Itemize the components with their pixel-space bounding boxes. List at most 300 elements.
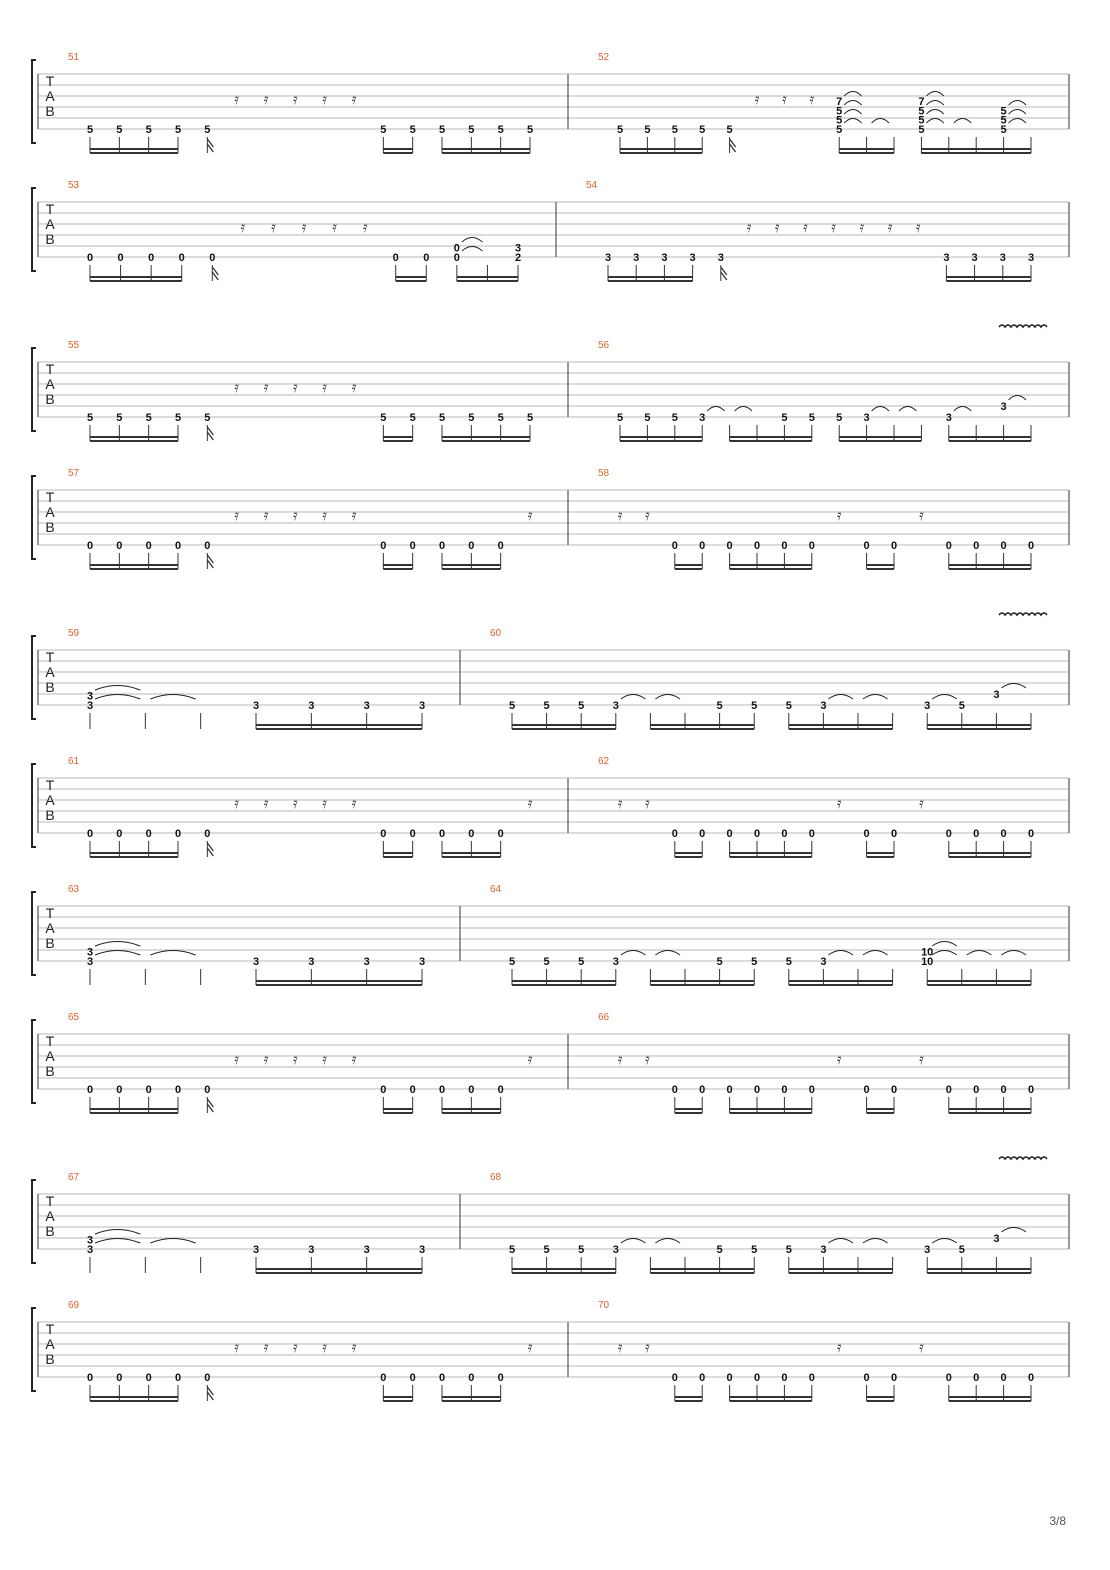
measure-number: 55 — [68, 340, 80, 351]
tie-arc — [828, 951, 853, 956]
fret-number: 0 — [468, 540, 475, 552]
fret-number: 5 — [116, 124, 123, 136]
fret-number: 5 — [644, 124, 651, 136]
fret-number: 3 — [820, 1244, 827, 1256]
fret-number: 0 — [863, 1084, 870, 1096]
fret-number: 0 — [973, 1084, 980, 1096]
sixteenth-rest: 𝄿 — [234, 1050, 239, 1068]
sixteenth-rest: 𝄿 — [809, 90, 815, 108]
measure-number: 60 — [490, 628, 502, 639]
fret-number: 0 — [409, 1084, 416, 1096]
fret-number: 0 — [438, 828, 446, 840]
fret-number: 3 — [86, 946, 94, 959]
sixteenth-rest: 𝄿 — [301, 218, 307, 236]
fret-number: 5 — [526, 412, 534, 424]
fret-number: 5 — [86, 124, 94, 136]
fret-number: 3 — [308, 1244, 315, 1256]
tab-clef-letter: T — [45, 201, 55, 217]
sixteenth-rest: 𝄿 — [293, 1338, 298, 1356]
tie-arc — [844, 119, 861, 124]
fret-number: 3 — [661, 252, 668, 264]
measure-number: 70 — [598, 1300, 610, 1311]
measure-number: 61 — [68, 756, 80, 767]
sixteenth-rest: 𝄿 — [322, 1338, 327, 1356]
tab-clef-letter: T — [45, 905, 55, 921]
fret-number: 5 — [174, 124, 182, 136]
system-bracket — [32, 476, 36, 559]
sixteenth-rest: 𝄿 — [322, 1050, 327, 1068]
fret-number: 0 — [468, 1084, 475, 1096]
sixteenth-rest: 𝄿 — [617, 1338, 623, 1356]
tab-clef-letter: T — [45, 1033, 55, 1049]
fret-number: 5 — [918, 114, 925, 127]
sixteenth-rest: 𝄿 — [293, 1050, 298, 1068]
tie-arc — [621, 951, 646, 956]
sixteenth-rest: 𝄿 — [322, 90, 327, 108]
fret-number: 0 — [726, 540, 733, 552]
sixteenth-rest: 𝄿 — [351, 506, 357, 524]
fret-number: 0 — [671, 1372, 678, 1384]
fret-number: 5 — [671, 412, 678, 424]
fret-number: 0 — [863, 1372, 870, 1384]
fret-number: 5 — [86, 412, 94, 424]
measure — [598, 756, 1034, 857]
sixteenth-rest: 𝄿 — [617, 1050, 623, 1068]
tab-clef-letter: B — [45, 391, 55, 407]
fret-number: 0 — [204, 1084, 211, 1096]
fret-number: 0 — [468, 828, 475, 840]
measure-number: 62 — [598, 756, 610, 767]
measure-number: 68 — [490, 1172, 502, 1183]
fret-number: 3 — [863, 412, 870, 424]
note-flag — [207, 555, 213, 568]
fret-number: 0 — [1000, 1372, 1007, 1384]
system-bracket — [32, 636, 36, 719]
tie-arc — [863, 695, 888, 700]
fret-number: 0 — [145, 1372, 152, 1384]
fret-number: 3 — [1000, 401, 1007, 413]
sixteenth-rest: 𝄿 — [351, 378, 357, 396]
tab-system — [32, 52, 1069, 153]
fret-number: 5 — [671, 124, 678, 136]
fret-number: 3 — [971, 252, 978, 264]
sixteenth-rest: 𝄿 — [263, 1338, 269, 1356]
fret-number: 0 — [116, 540, 123, 552]
measure-number: 51 — [68, 52, 80, 63]
tie-arc — [150, 1239, 195, 1244]
vibrato-icon — [999, 325, 1047, 327]
fret-number: 0 — [753, 828, 761, 840]
fret-number: 0 — [945, 1372, 952, 1384]
fret-number: 3 — [717, 252, 724, 264]
fret-number: 0 — [781, 828, 788, 840]
tie-arc — [95, 942, 140, 947]
fret-number: 5 — [174, 412, 182, 424]
sixteenth-rest: 𝄿 — [836, 1338, 842, 1356]
fret-number: 3 — [999, 252, 1006, 264]
fret-number: 0 — [178, 252, 185, 264]
fret-number: 5 — [578, 1244, 585, 1256]
sixteenth-rest: 𝄿 — [293, 506, 298, 524]
sixteenth-rest: 𝄿 — [322, 378, 327, 396]
fret-number: 3 — [604, 252, 612, 264]
sixteenth-rest: 𝄿 — [919, 794, 924, 812]
tab-clef-letter: B — [45, 231, 55, 247]
fret-number: 5 — [204, 412, 211, 424]
measure — [490, 884, 1031, 985]
measure — [68, 884, 425, 985]
measure-number: 54 — [586, 180, 598, 191]
tie-arc — [621, 695, 646, 700]
fret-number: 3 — [418, 700, 426, 712]
tie-arc — [735, 407, 752, 412]
tab-clef-letter: A — [45, 1336, 55, 1352]
fret-number: 5 — [616, 412, 624, 424]
sixteenth-rest: 𝄿 — [774, 218, 780, 236]
sixteenth-rest: 𝄿 — [351, 794, 357, 812]
vibrato-icon — [999, 1157, 1047, 1159]
measure — [490, 628, 1031, 729]
sixteenth-rest: 𝄿 — [887, 218, 893, 236]
fret-number: 7 — [836, 95, 843, 108]
tie-arc — [828, 1239, 853, 1244]
fret-number: 5 — [468, 412, 475, 424]
tab-system — [32, 325, 1069, 441]
fret-number: 0 — [699, 828, 706, 840]
tab-clef-letter: B — [45, 1351, 55, 1367]
fret-number: 0 — [453, 252, 460, 264]
sixteenth-rest: 𝄿 — [527, 794, 533, 812]
tab-clef-letter: A — [45, 1048, 55, 1064]
fret-number: 0 — [671, 540, 678, 552]
fret-number: 0 — [116, 1084, 123, 1096]
fret-number: 0 — [973, 828, 980, 840]
fret-number: 0 — [945, 828, 952, 840]
fret-number: 0 — [409, 828, 416, 840]
tab-system — [32, 1300, 1069, 1401]
fret-number: 5 — [497, 124, 504, 136]
fret-number: 0 — [726, 828, 733, 840]
sixteenth-rest: 𝄿 — [754, 90, 760, 108]
fret-number: 3 — [820, 700, 827, 712]
fret-number: 5 — [836, 114, 843, 127]
page-number: 3/8 — [1049, 1514, 1066, 1528]
fret-number: 0 — [1027, 1084, 1035, 1096]
tab-clef-letter: B — [45, 679, 55, 695]
fret-number: 0 — [86, 252, 94, 264]
fret-number: 5 — [508, 1244, 516, 1256]
tie-arc — [462, 238, 483, 243]
system-bracket — [32, 892, 36, 975]
tie-arc — [621, 1239, 646, 1244]
sixteenth-rest: 𝄿 — [645, 1338, 650, 1356]
tie-arc — [872, 407, 889, 412]
system-bracket — [32, 1308, 36, 1391]
fret-number: 5 — [699, 124, 706, 136]
tie-arc — [926, 101, 943, 106]
system-bracket — [32, 1180, 36, 1263]
fret-number: 5 — [716, 700, 723, 712]
fret-number: 0 — [174, 540, 182, 552]
tie-arc — [954, 407, 971, 412]
fret-number: 5 — [716, 1244, 723, 1256]
tie-arc — [95, 686, 140, 691]
fret-number: 3 — [418, 1244, 426, 1256]
tie-arc — [932, 942, 957, 947]
sixteenth-rest: 𝄿 — [293, 378, 298, 396]
fret-number: 3 — [689, 252, 696, 264]
tie-arc — [655, 695, 680, 700]
fret-number: 0 — [863, 540, 870, 552]
sixteenth-rest: 𝄿 — [234, 90, 239, 108]
fret-number: 0 — [380, 540, 387, 552]
fret-number: 5 — [380, 412, 387, 424]
fret-number: 5 — [497, 412, 504, 424]
tie-arc — [1001, 951, 1026, 956]
note-flag — [207, 843, 213, 856]
fret-number: 0 — [497, 1084, 504, 1096]
sixteenth-rest: 𝄿 — [322, 506, 327, 524]
measure — [68, 52, 533, 153]
fret-number: 0 — [973, 1372, 980, 1384]
fret-number: 0 — [1000, 828, 1007, 840]
tie-arc — [872, 119, 889, 124]
sixteenth-rest: 𝄿 — [836, 1050, 842, 1068]
sixteenth-rest: 𝄿 — [362, 218, 368, 236]
measure — [68, 1172, 425, 1273]
fret-number: 5 — [578, 700, 585, 712]
sixteenth-rest: 𝄿 — [645, 1050, 650, 1068]
fret-number: 0 — [973, 540, 980, 552]
tie-arc — [844, 101, 861, 106]
tab-clef-letter: A — [45, 920, 55, 936]
measure — [68, 628, 425, 729]
measure-number: 65 — [68, 1012, 80, 1023]
fret-number: 0 — [808, 1372, 815, 1384]
measure-number: 58 — [598, 468, 610, 479]
measure — [586, 180, 1034, 281]
fret-number: 3 — [820, 956, 827, 968]
sixteenth-rest: 𝄿 — [234, 1338, 239, 1356]
fret-number: 0 — [409, 540, 416, 552]
tie-arc — [95, 1239, 140, 1244]
sixteenth-rest: 𝄿 — [527, 1338, 533, 1356]
fret-number: 0 — [174, 828, 182, 840]
fret-number: 0 — [781, 1084, 788, 1096]
tie-arc — [844, 110, 861, 115]
fret-number: 5 — [836, 124, 843, 136]
tab-clef-letter: A — [45, 376, 55, 392]
fret-number: 0 — [1000, 540, 1007, 552]
fret-number: 5 — [145, 124, 152, 136]
tie-arc — [150, 695, 195, 700]
tab-system — [32, 756, 1069, 857]
fret-number: 5 — [918, 124, 925, 136]
fret-number: 0 — [204, 1372, 211, 1384]
measure — [598, 340, 1031, 441]
measure — [68, 1300, 533, 1401]
system-bracket — [32, 1020, 36, 1103]
measure — [598, 52, 1031, 153]
fret-number: 5 — [1000, 105, 1007, 118]
tie-arc — [926, 119, 943, 124]
fret-number: 5 — [751, 700, 758, 712]
sixteenth-rest: 𝄿 — [746, 218, 752, 236]
fret-number: 0 — [890, 1084, 898, 1096]
measure-number: 57 — [68, 468, 80, 479]
sixteenth-rest: 𝄿 — [645, 794, 650, 812]
fret-number: 3 — [945, 412, 952, 424]
fret-number: 0 — [671, 1084, 678, 1096]
note-flag — [721, 267, 727, 280]
fret-number: 0 — [497, 540, 504, 552]
measure-number: 52 — [598, 52, 610, 63]
fret-number: 5 — [409, 124, 416, 136]
tab-clef-letter: A — [45, 792, 55, 808]
fret-number: 3 — [363, 1244, 370, 1256]
fret-number: 5 — [1000, 124, 1007, 136]
tie-arc — [1009, 101, 1026, 106]
tab-clef-letter: T — [45, 1321, 55, 1337]
fret-number: 3 — [993, 1233, 1000, 1245]
fret-number: 0 — [86, 828, 94, 840]
fret-number: 5 — [781, 412, 788, 424]
sixteenth-rest: 𝄿 — [351, 90, 357, 108]
fret-number: 5 — [958, 700, 965, 712]
sixteenth-rest: 𝄿 — [645, 506, 650, 524]
fret-number: 3 — [252, 1244, 260, 1256]
fret-number: 0 — [726, 1372, 733, 1384]
tab-clef-letter: B — [45, 519, 55, 535]
measure-number: 53 — [68, 180, 80, 191]
measure-number: 64 — [490, 884, 502, 895]
fret-number: 0 — [753, 540, 761, 552]
sixteenth-rest: 𝄿 — [234, 506, 239, 524]
fret-number: 5 — [409, 412, 416, 424]
fret-number: 3 — [1027, 252, 1035, 264]
fret-number: 0 — [117, 252, 124, 264]
fret-number: 3 — [252, 956, 260, 968]
fret-number: 3 — [86, 1244, 94, 1256]
fret-number: 5 — [145, 412, 152, 424]
sixteenth-rest: 𝄿 — [351, 1050, 357, 1068]
sixteenth-rest: 𝄿 — [617, 506, 623, 524]
tab-clef-letter: A — [45, 216, 55, 232]
fret-number: 5 — [578, 956, 585, 968]
fret-number: 3 — [514, 242, 522, 255]
sixteenth-rest: 𝄿 — [263, 794, 269, 812]
sixteenth-rest: 𝄿 — [831, 218, 836, 236]
sixteenth-rest: 𝄿 — [240, 218, 246, 236]
fret-number: 0 — [890, 540, 898, 552]
fret-number: 5 — [543, 956, 550, 968]
fret-number: 0 — [753, 1084, 761, 1096]
sixteenth-rest: 𝄿 — [263, 378, 269, 396]
tie-arc — [462, 247, 483, 252]
note-flag — [207, 1099, 213, 1112]
tab-clef-letter: T — [45, 777, 55, 793]
sixteenth-rest: 𝄿 — [263, 1050, 269, 1068]
vibrato-icon — [999, 613, 1047, 615]
fret-number: 5 — [808, 412, 815, 424]
fret-number: 0 — [671, 828, 678, 840]
fret-number: 0 — [808, 1084, 815, 1096]
fret-number: 7 — [918, 95, 925, 108]
fret-number: 0 — [497, 828, 504, 840]
sixteenth-rest: 𝄿 — [332, 218, 337, 236]
sixteenth-rest: 𝄿 — [915, 218, 921, 236]
fret-number: 2 — [514, 252, 522, 264]
fret-number: 0 — [699, 1084, 706, 1096]
fret-number: 0 — [453, 242, 460, 255]
fret-number: 5 — [751, 956, 758, 968]
fret-number: 3 — [86, 700, 94, 712]
fret-number: 5 — [438, 412, 446, 424]
fret-number: 5 — [785, 956, 792, 968]
fret-number: 0 — [497, 1372, 504, 1384]
fret-number: 0 — [1027, 540, 1035, 552]
fret-number: 0 — [945, 540, 952, 552]
tab-clef-letter: B — [45, 1063, 55, 1079]
tab-clef-letter: B — [45, 807, 55, 823]
fret-number: 0 — [1027, 1372, 1035, 1384]
fret-number: 0 — [699, 540, 706, 552]
fret-number: 5 — [204, 124, 211, 136]
tab-system — [32, 1157, 1069, 1273]
fret-number: 3 — [252, 700, 260, 712]
fret-number: 0 — [148, 252, 155, 264]
fret-number: 0 — [890, 828, 898, 840]
sixteenth-rest: 𝄿 — [919, 1338, 924, 1356]
system-bracket — [32, 348, 36, 431]
tie-arc — [1009, 110, 1026, 115]
system-bracket — [32, 188, 36, 271]
fret-number: 0 — [86, 1372, 94, 1384]
sixteenth-rest: 𝄿 — [234, 378, 239, 396]
tie-arc — [926, 110, 943, 115]
fret-number: 0 — [781, 1372, 788, 1384]
fret-number: 5 — [616, 124, 624, 136]
sixteenth-rest: 𝄿 — [803, 218, 808, 236]
tie-arc — [95, 695, 140, 700]
fret-number: 0 — [174, 1084, 182, 1096]
fret-number: 10 — [921, 946, 934, 959]
fret-number: 5 — [716, 956, 723, 968]
fret-number: 5 — [543, 700, 550, 712]
measure-number: 67 — [68, 1172, 80, 1183]
tie-arc — [932, 951, 957, 956]
fret-number: 0 — [863, 828, 870, 840]
note-flag — [207, 139, 213, 152]
tie-arc — [967, 951, 992, 956]
tie-arc — [926, 92, 943, 97]
measure — [490, 1172, 1031, 1273]
fret-number: 3 — [418, 956, 426, 968]
fret-number: 3 — [612, 956, 619, 968]
sixteenth-rest: 𝄿 — [263, 90, 269, 108]
fret-number: 5 — [526, 124, 534, 136]
fret-number: 3 — [612, 1244, 619, 1256]
fret-number: 3 — [924, 700, 931, 712]
fret-number: 0 — [945, 1084, 952, 1096]
sixteenth-rest: 𝄿 — [527, 506, 533, 524]
note-flag — [207, 427, 213, 440]
measure — [68, 468, 533, 569]
fret-number: 0 — [86, 1084, 94, 1096]
fret-number: 5 — [836, 105, 843, 118]
measure — [598, 1012, 1034, 1113]
tie-arc — [655, 1239, 680, 1244]
